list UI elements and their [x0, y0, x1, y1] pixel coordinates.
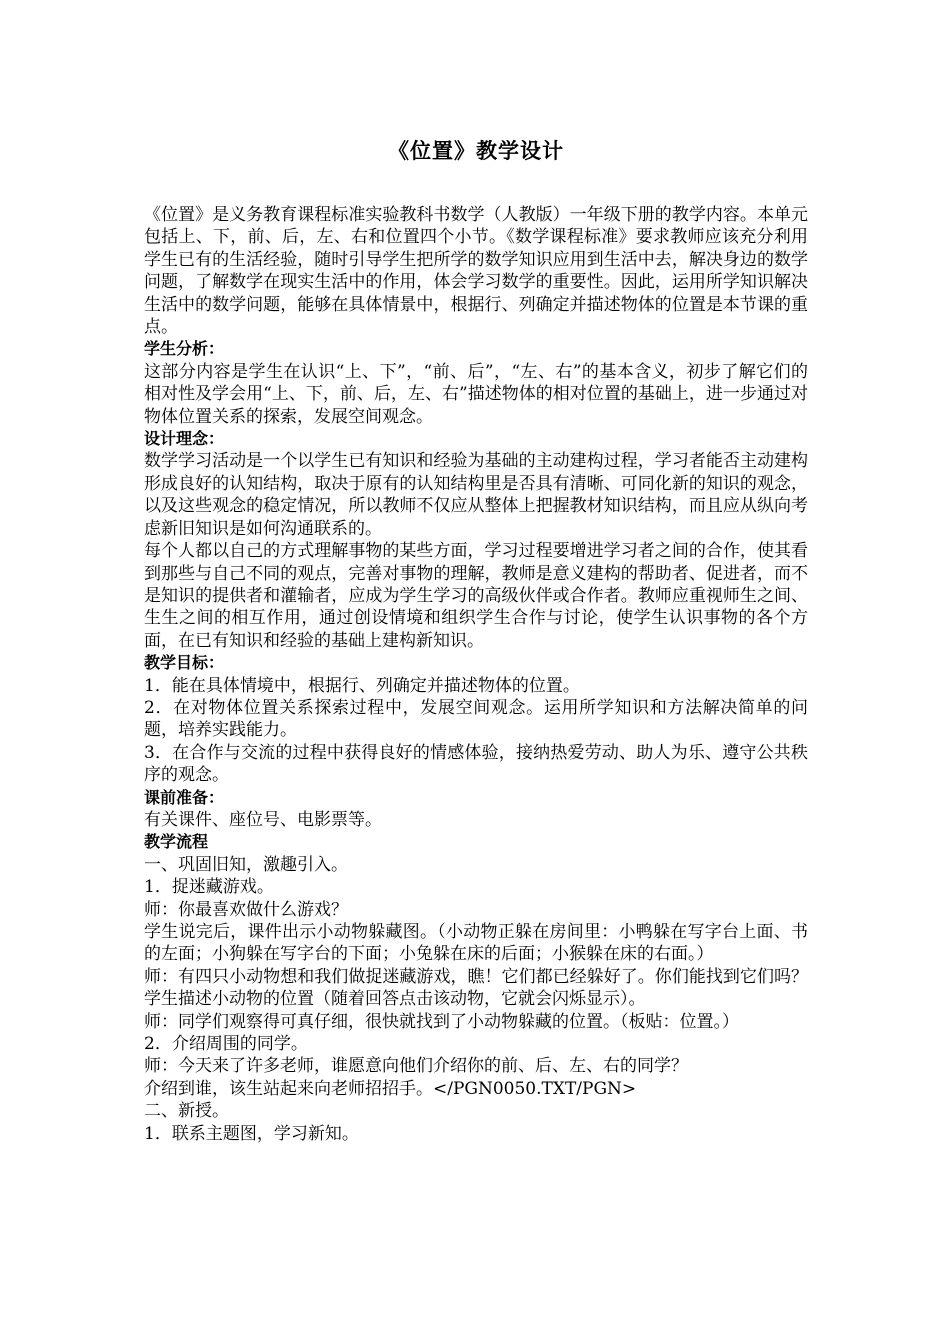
teaching-goal-2: 2．在对物体位置关系探索过程中，发展空间观念。运用所学知识和方法解决简单的问题，培养实践能力。	[144, 697, 808, 741]
process-step-2-1: 1．联系主题图，学习新知。	[144, 1123, 359, 1144]
design-concept-heading: 设计理念：	[144, 429, 225, 449]
document-title: 《位置》教学设计	[388, 139, 564, 163]
process-step-2: 二、新授。	[144, 1101, 229, 1122]
student-analysis-paragraph: 这部分内容是学生在认识“上、下”，“前、后”，“左、右”的基本含义，初步了解它们的相对性及学会用“上、下，前、后，左、右”描述物体的相对位置的基础上，进一步通过对物体位置关系的探索，发展空间观念。	[144, 361, 808, 427]
document-page	[144, 134, 808, 1145]
teaching-goal-3: 3．在合作与交流的过程中获得良好的情感体验，接纳热爱劳动、助人为乐、遵守公共秩序的观念。	[144, 742, 808, 786]
preparation-heading: 课前准备：	[144, 787, 225, 807]
student-line-2: 介绍到谁，该生站起来向老师招招手。</PGN0050.TXT/PGN>	[144, 1078, 637, 1099]
student-analysis-heading: 学生分析：	[144, 339, 225, 359]
teacher-line-3: 师：同学们观察得可真仔细，很快就找到了小动物躲藏的位置。（板贴：位置。）	[144, 1011, 739, 1032]
teaching-goals-heading: 教学目标：	[144, 653, 225, 673]
intro-paragraph: 《位置》是义务教育课程标准实验教科书数学（人教版）一年级下册的教学内容。本单元包括上、下，前、后，左、右和位置四个小节。《数学课程标准》要求教师应该充分利用学生已有的生活经验，随时引导学生把所学的数学知识应用到生活中去，解决身边的数学问题，了解数学在现实生活中的作用，体会学习数学的重要性。因此，运用所学知识解决生活中的数学问题，能够在具体情景中，根据行、列确定并描述物体的位置是本节课的重点。	[144, 205, 808, 338]
teaching-process-heading: 教学流程	[144, 832, 209, 852]
design-concept-paragraph-1: 数学学习活动是一个以学生已有知识和经验为基础的主动建构过程，学习者能否主动建构形成良好的认知结构，取决于原有的认知结构里是否具有清晰、可同化新的知识的观念，以及这些观念的稳定情况，所以教师不仅应从整体上把握教材知识结构，而且应从纵向考虑新旧知识是如何沟通联系的。	[144, 451, 808, 539]
process-step-1-2: 2．介绍周围的同学。	[144, 1034, 308, 1055]
teacher-line-2: 师：有四只小动物想和我们做捉迷藏游戏，瞧！它们都已经躲好了。你们能找到它们吗？学生描述小动物的位置（随着回答点击该动物，它就会闪烁显示）。	[144, 966, 808, 1010]
student-line-1: 学生说完后，课件出示小动物躲藏图。（小动物正躲在房间里：小鸭躲在写字台上面、书的左面；小狗躲在写字台的下面；小兔躲在床的后面；小猴躲在床的右面。）	[144, 922, 808, 965]
process-step-1: 一、巩固旧知，激趣引入。	[144, 854, 348, 875]
teacher-line-1: 师：你最喜欢做什么游戏？	[144, 899, 348, 920]
design-concept-paragraph-2: 每个人都以自己的方式理解事物的某些方面，学习过程要增进学习者之间的合作，使其看到那些与自己不同的观点，完善对事物的理解，教师是意义建构的帮助者、促进者，而不是知识的提供者和灌输者，应成为学生学习的高级伙伴或合作者。教师应重视师生之间、生生之间的相互作用，通过创设情境和组织学生合作与讨论，使学生认识事物的各个方面，在已有知识和经验的基础上建构新知识。	[144, 541, 808, 651]
document-body	[144, 204, 808, 1145]
teacher-line-4: 师：今天来了许多老师，谁愿意向他们介绍你的前、后、左、右的同学？	[144, 1056, 688, 1077]
teaching-goal-1: 1．能在具体情境中，根据行、列确定并描述物体的位置。	[144, 675, 580, 696]
process-step-1-1: 1．捉迷藏游戏。	[144, 877, 274, 898]
preparation-paragraph: 有关课件、座位号、电影票等。	[144, 809, 382, 830]
